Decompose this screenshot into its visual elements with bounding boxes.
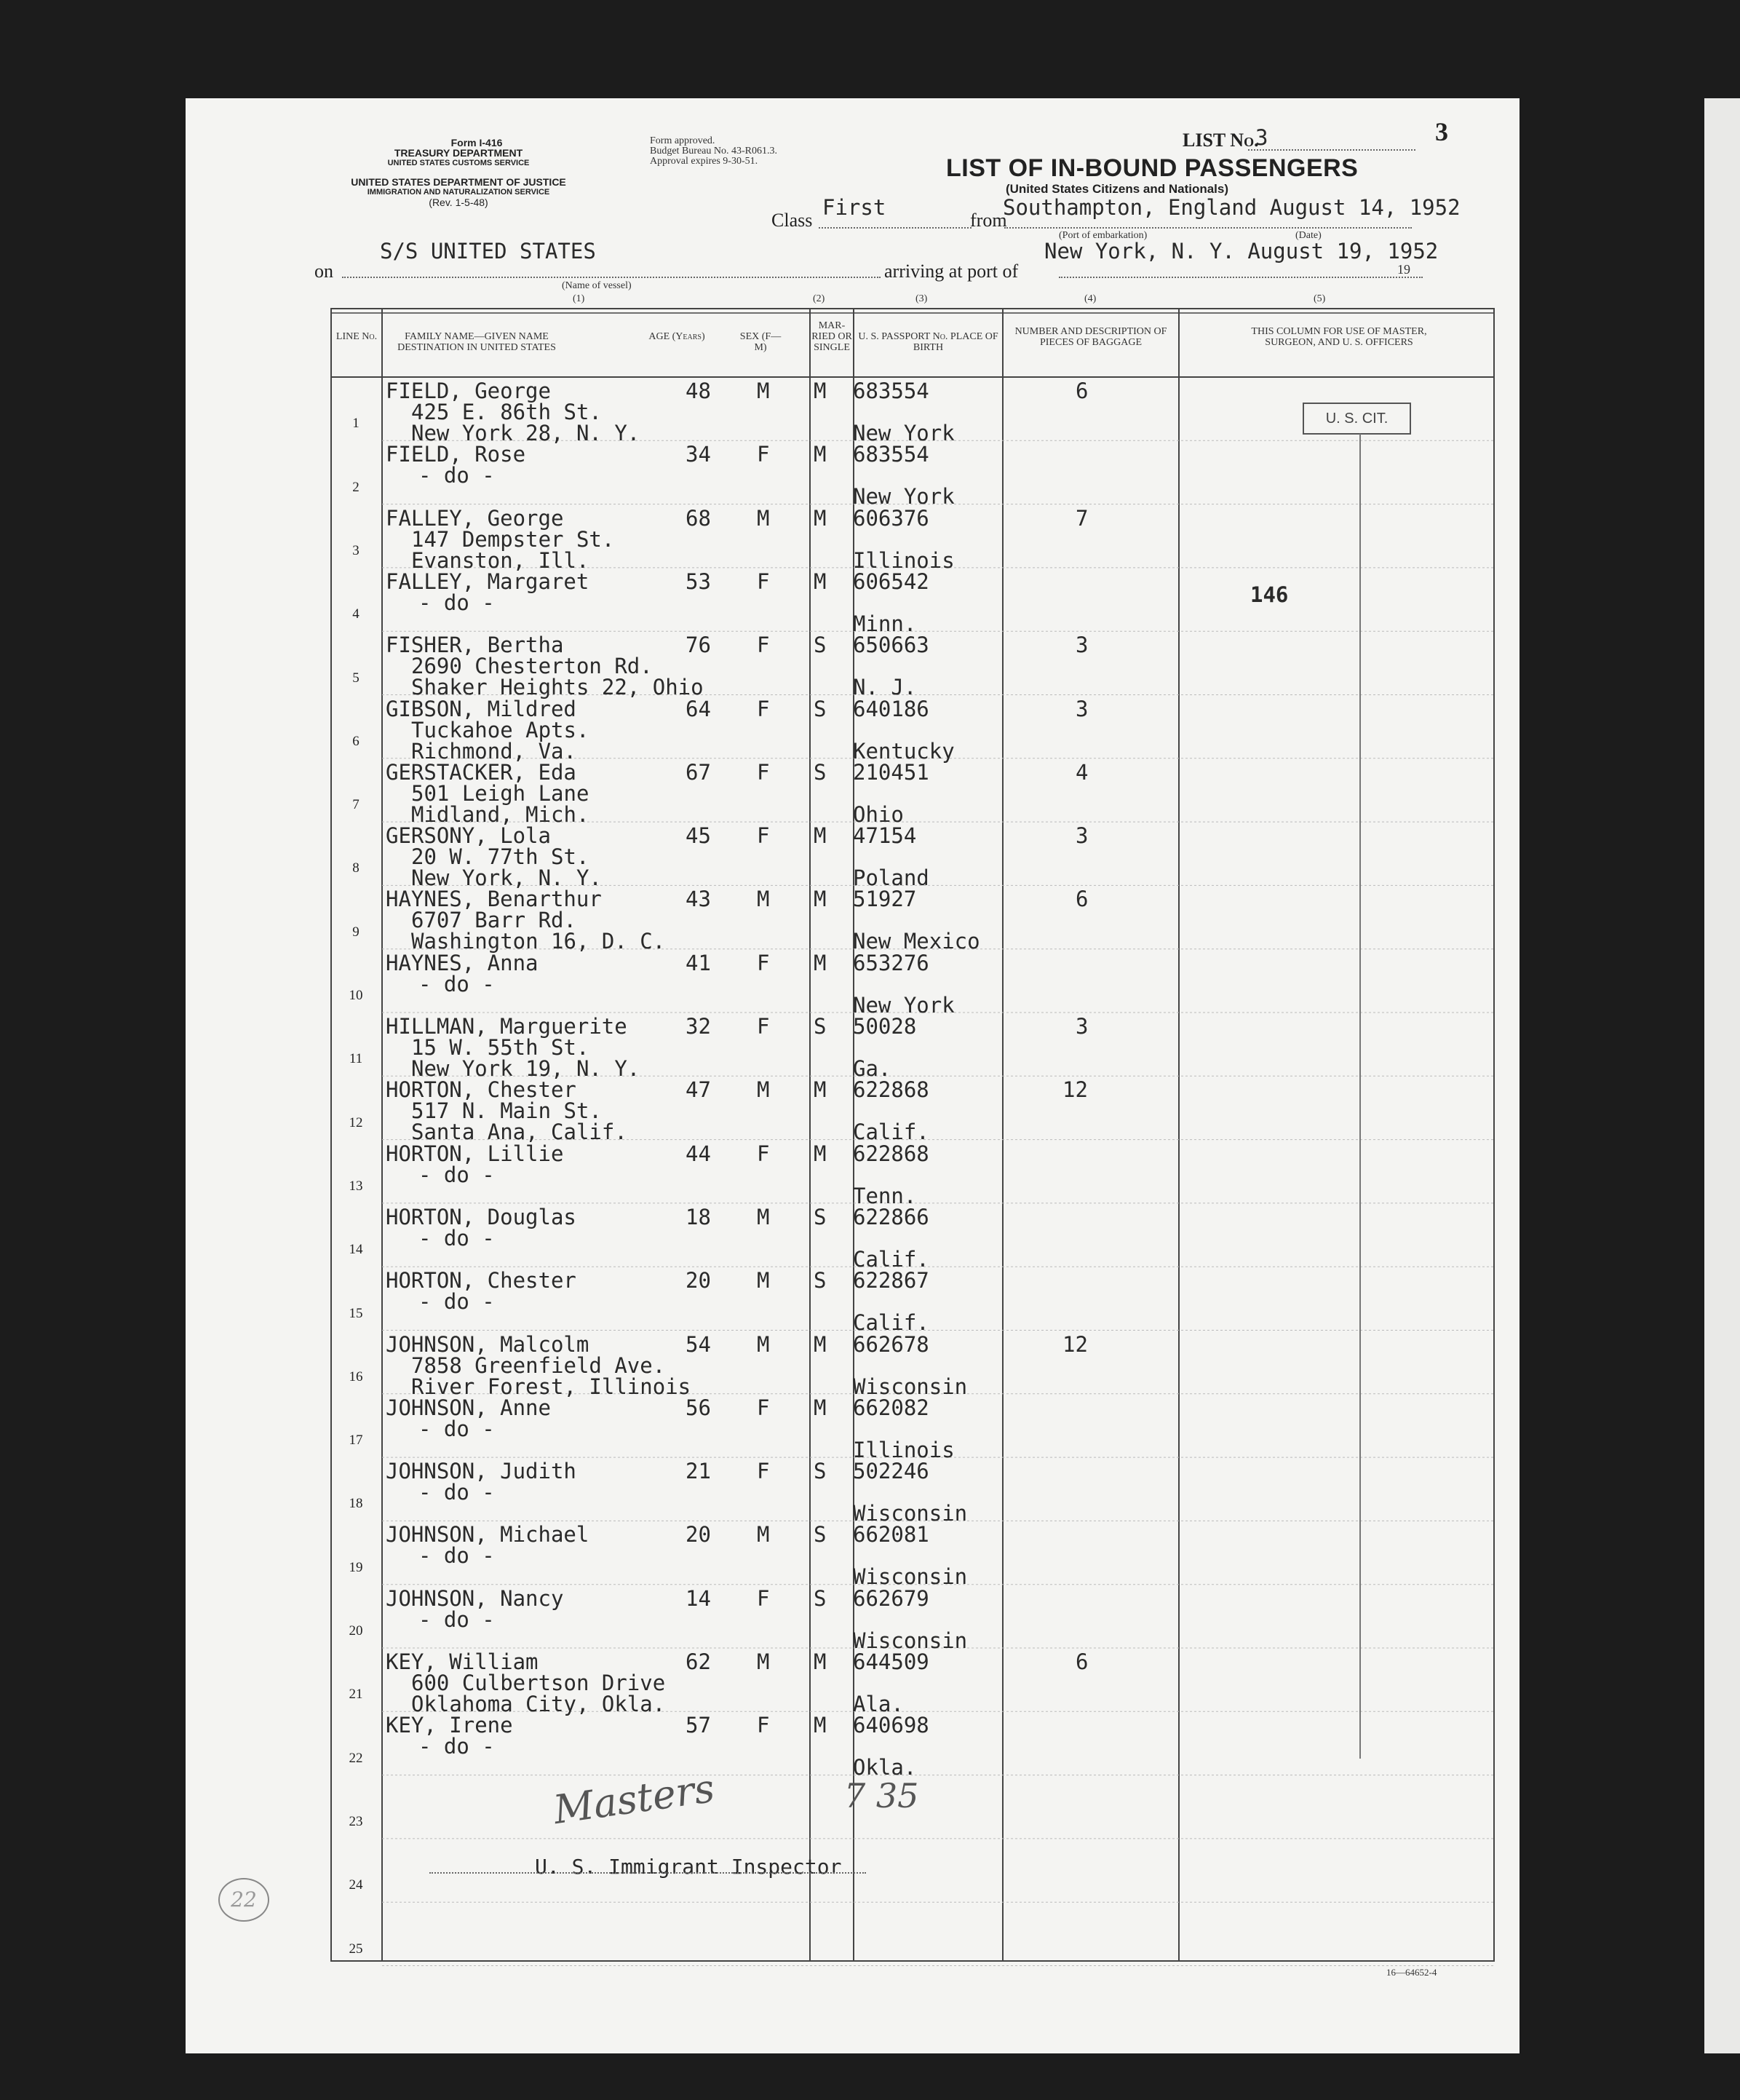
baggage-count: 4 bbox=[1076, 759, 1089, 785]
passport-number: 640186 bbox=[853, 696, 929, 721]
margin-page-number: 22 bbox=[218, 1878, 269, 1922]
marital-status: S bbox=[814, 1522, 827, 1548]
line-number: 3 bbox=[352, 542, 359, 558]
destination-line: 7858 Greenfield Ave. bbox=[411, 1352, 666, 1378]
line-number: 15 bbox=[349, 1305, 363, 1321]
header-line-no: LINE No. bbox=[335, 331, 378, 342]
destination-line: 15 W. 55th St. bbox=[411, 1035, 589, 1060]
sex-value: F bbox=[757, 442, 770, 467]
age-value: 48 bbox=[686, 379, 711, 403]
sex-value: M bbox=[757, 887, 770, 912]
passenger-name: FISHER, Bertha bbox=[386, 633, 564, 658]
age-value: 14 bbox=[686, 1585, 711, 1611]
line-number: 21 bbox=[349, 1687, 363, 1703]
line-number: 6 bbox=[352, 733, 359, 749]
marital-status: S bbox=[814, 1204, 827, 1229]
destination-line: Richmond, Va. bbox=[411, 738, 576, 764]
justice-department: UNITED STATES DEPARTMENT OF JUSTICE bbox=[351, 176, 566, 188]
destination-line: 600 Culbertson Drive bbox=[411, 1671, 666, 1695]
sex-value: M bbox=[757, 379, 770, 403]
birthplace: Kentucky bbox=[853, 738, 955, 764]
birthplace: Ga. bbox=[853, 1056, 891, 1081]
destination-line: - do - bbox=[418, 590, 495, 615]
column-number: (1) bbox=[573, 293, 585, 304]
destination-line: 501 Leigh Lane bbox=[411, 780, 589, 806]
marital-status: S bbox=[814, 1268, 827, 1293]
passport-number: 653276 bbox=[853, 950, 929, 975]
on-label: on bbox=[314, 261, 333, 282]
marital-status: S bbox=[814, 1585, 827, 1611]
age-value: 20 bbox=[686, 1522, 711, 1548]
header-married-single: MAR-RIED OR SINGLE bbox=[811, 320, 852, 353]
column-number: (4) bbox=[1084, 293, 1097, 304]
passenger-name: JOHNSON, Judith bbox=[386, 1459, 576, 1484]
form-print-code: 16—64652-4 bbox=[1386, 1967, 1437, 1978]
passport-number: 50028 bbox=[853, 1014, 917, 1039]
destination-line: - do - bbox=[418, 1606, 495, 1632]
passenger-name: HORTON, Chester bbox=[386, 1268, 576, 1293]
age-value: 18 bbox=[686, 1204, 711, 1229]
age-value: 44 bbox=[686, 1141, 711, 1166]
sex-value: M bbox=[757, 1649, 770, 1674]
class-label: Class bbox=[771, 210, 813, 231]
line-number: 25 bbox=[349, 1941, 363, 1957]
inspector-line bbox=[429, 1872, 866, 1874]
marital-status: M bbox=[814, 823, 827, 849]
birthplace: New York bbox=[853, 421, 955, 445]
age-value: 53 bbox=[686, 568, 711, 594]
passport-number: 622868 bbox=[853, 1141, 929, 1166]
birthplace: Calif. bbox=[853, 1310, 929, 1336]
destination-line: New York 28, N. Y. bbox=[411, 421, 640, 445]
line-number: 7 bbox=[352, 797, 359, 813]
line-number: 20 bbox=[349, 1623, 363, 1639]
arrival-port-and-date: New York, N. Y. August 19, 1952 bbox=[1044, 239, 1439, 264]
line-number: 23 bbox=[349, 1813, 363, 1829]
baggage-count: 12 bbox=[1062, 1077, 1088, 1103]
baggage-count: 12 bbox=[1062, 1331, 1088, 1357]
marital-status: M bbox=[814, 379, 827, 403]
destination-line: Evanston, Ill. bbox=[411, 547, 589, 573]
line-number: 22 bbox=[349, 1750, 363, 1766]
destination-line: - do - bbox=[418, 1543, 495, 1569]
passport-number: 662678 bbox=[853, 1331, 929, 1357]
vessel-name: S/S UNITED STATES bbox=[380, 239, 596, 264]
destination-line: 425 E. 86th St. bbox=[411, 400, 602, 424]
passenger-name: HORTON, Chester bbox=[386, 1077, 576, 1103]
birthplace: N. J. bbox=[853, 675, 917, 700]
baggage-count: 6 bbox=[1076, 379, 1089, 403]
destination-line: 147 Dempster St. bbox=[411, 526, 615, 552]
destination-line: 517 N. Main St. bbox=[411, 1098, 602, 1124]
baggage-count: 6 bbox=[1076, 1649, 1089, 1674]
officer-number: 146 bbox=[1250, 582, 1289, 607]
age-value: 20 bbox=[686, 1268, 711, 1293]
sex-value: F bbox=[757, 823, 770, 849]
sex-value: F bbox=[757, 759, 770, 785]
header-passport-birthplace: U. S. PASSPORT No. PLACE OF BIRTH bbox=[858, 331, 998, 353]
line-number: 8 bbox=[352, 860, 359, 876]
passenger-name: KEY, William bbox=[386, 1649, 539, 1674]
marital-status: M bbox=[814, 1077, 827, 1103]
baggage-count: 7 bbox=[1076, 505, 1089, 531]
passport-number: 47154 bbox=[853, 823, 917, 849]
destination-line: Washington 16, D. C. bbox=[411, 929, 666, 954]
age-value: 76 bbox=[686, 633, 711, 658]
passenger-name: HORTON, Douglas bbox=[386, 1204, 576, 1229]
line-number: 10 bbox=[349, 988, 363, 1003]
passport-number: 662082 bbox=[853, 1395, 929, 1420]
passport-number: 644509 bbox=[853, 1649, 929, 1674]
age-value: 57 bbox=[686, 1713, 711, 1738]
sex-value: F bbox=[757, 633, 770, 658]
year-prefix: 19 bbox=[1397, 262, 1410, 277]
passport-number: 622868 bbox=[853, 1077, 929, 1103]
treasury-department: TREASURY DEPARTMENT bbox=[394, 147, 523, 159]
passenger-name: HAYNES, Anna bbox=[386, 950, 539, 975]
passenger-name: JOHNSON, Malcolm bbox=[386, 1331, 589, 1357]
passenger-name: JOHNSON, Anne bbox=[386, 1395, 551, 1420]
arriving-label: arriving at port of bbox=[884, 261, 1019, 282]
marital-status: S bbox=[814, 633, 827, 658]
age-value: 62 bbox=[686, 1649, 711, 1674]
header-name-destination: FAMILY NAME—GIVEN NAME DESTINATION IN UNITED STATES bbox=[397, 331, 556, 353]
marital-status: M bbox=[814, 568, 827, 594]
destination-line: River Forest, Illinois bbox=[411, 1374, 691, 1399]
revision: (Rev. 1-5-48) bbox=[429, 197, 488, 208]
passenger-name: HAYNES, Benarthur bbox=[386, 887, 602, 912]
birthplace: Illinois bbox=[853, 547, 955, 573]
passenger-name: KEY, Irene bbox=[386, 1713, 513, 1738]
marital-status: M bbox=[814, 887, 827, 912]
destination-line: - do - bbox=[418, 1162, 495, 1187]
marital-status: M bbox=[814, 1331, 827, 1357]
destination-line: 20 W. 77th St. bbox=[411, 844, 589, 870]
sex-value: M bbox=[757, 505, 770, 531]
inspector-signature: Masters bbox=[550, 1764, 718, 1834]
marital-status: M bbox=[814, 1713, 827, 1738]
passport-number: 210451 bbox=[853, 759, 929, 785]
destination-line: Shaker Heights 22, Ohio bbox=[411, 675, 704, 700]
header-age: AGE (Years) bbox=[648, 331, 705, 342]
sex-value: M bbox=[757, 1204, 770, 1229]
birthplace: Minn. bbox=[853, 611, 917, 636]
column-number: (3) bbox=[915, 293, 928, 304]
birthplace: Okla. bbox=[853, 1755, 917, 1780]
passport-number: 662679 bbox=[853, 1585, 929, 1611]
marital-status: S bbox=[814, 759, 827, 785]
passport-number: 502246 bbox=[853, 1459, 929, 1484]
birthplace: Wisconsin bbox=[853, 1501, 968, 1526]
sex-value: F bbox=[757, 1395, 770, 1420]
sex-value: M bbox=[757, 1077, 770, 1103]
list-number-label: LIST No. bbox=[1183, 130, 1259, 151]
birthplace: Wisconsin bbox=[853, 1628, 968, 1653]
inspector-title: U. S. Immigrant Inspector bbox=[535, 1855, 842, 1879]
destination-line: 6707 Barr Rd. bbox=[411, 908, 576, 933]
birthplace: Calif. bbox=[853, 1120, 929, 1145]
sex-value: F bbox=[757, 1459, 770, 1484]
birthplace: Calif. bbox=[853, 1246, 929, 1272]
birthplace: Ohio bbox=[853, 801, 904, 827]
passport-number: 683554 bbox=[853, 442, 929, 467]
destination-line: - do - bbox=[418, 1734, 495, 1759]
line-number: 19 bbox=[349, 1559, 363, 1575]
ins-service: IMMIGRATION AND NATURALIZATION SERVICE bbox=[367, 188, 550, 197]
sex-value: F bbox=[757, 1014, 770, 1039]
passport-number: 606542 bbox=[853, 568, 929, 594]
destination-line: - do - bbox=[418, 1289, 495, 1315]
passenger-name: FIELD, George bbox=[386, 379, 551, 403]
birthplace: Poland bbox=[853, 865, 929, 891]
marital-status: M bbox=[814, 1649, 827, 1674]
birthplace: New York bbox=[853, 992, 955, 1018]
birthplace: Illinois bbox=[853, 1437, 955, 1462]
marital-status: M bbox=[814, 1141, 827, 1166]
sex-value: F bbox=[757, 1713, 770, 1738]
age-value: 21 bbox=[686, 1459, 711, 1484]
destination-line: Oklahoma City, Okla. bbox=[411, 1692, 666, 1716]
destination-line: - do - bbox=[418, 1480, 495, 1505]
age-value: 56 bbox=[686, 1395, 711, 1420]
birthplace: Tenn. bbox=[853, 1183, 917, 1208]
marital-status: M bbox=[814, 1395, 827, 1420]
passport-number: 662081 bbox=[853, 1522, 929, 1548]
sex-value: M bbox=[757, 1522, 770, 1548]
age-value: 67 bbox=[686, 759, 711, 785]
vessel-caption: (Name of vessel) bbox=[562, 280, 632, 291]
destination-line: 2690 Chesterton Rd. bbox=[411, 654, 653, 679]
birthplace: Wisconsin bbox=[853, 1374, 968, 1399]
birthplace: New York bbox=[853, 484, 955, 510]
budget-bureau: Budget Bureau No. 43-R061.3. bbox=[650, 146, 777, 156]
line-number: 12 bbox=[349, 1114, 363, 1130]
destination-line: Santa Ana, Calif. bbox=[411, 1120, 627, 1145]
destination-line: - do - bbox=[418, 1225, 495, 1251]
marital-status: M bbox=[814, 505, 827, 531]
time-annotation: 7 35 bbox=[844, 1776, 919, 1815]
form-title: LIST OF IN-BOUND PASSENGERS bbox=[946, 154, 1359, 182]
line-number: 24 bbox=[349, 1877, 363, 1893]
form-approved: Form approved. bbox=[650, 135, 715, 146]
sex-value: F bbox=[757, 1585, 770, 1611]
baggage-count: 3 bbox=[1076, 633, 1089, 658]
column-number: (5) bbox=[1314, 293, 1326, 304]
line-number: 5 bbox=[352, 670, 359, 686]
age-value: 64 bbox=[686, 696, 711, 721]
line-number: 9 bbox=[352, 924, 359, 940]
destination-line: Midland, Mich. bbox=[411, 801, 589, 827]
passenger-name: HORTON, Lillie bbox=[386, 1141, 564, 1166]
line-number: 17 bbox=[349, 1433, 363, 1449]
age-value: 41 bbox=[686, 950, 711, 975]
sex-value: F bbox=[757, 950, 770, 975]
sex-value: F bbox=[757, 696, 770, 721]
passenger-name: FIELD, Rose bbox=[386, 442, 526, 467]
date-caption: (Date) bbox=[1295, 230, 1322, 241]
sex-value: M bbox=[757, 1331, 770, 1357]
header-baggage: NUMBER AND DESCRIPTION OF PIECES OF BAGGAGE bbox=[1014, 326, 1167, 348]
line-number: 2 bbox=[352, 479, 359, 495]
baggage-count: 3 bbox=[1076, 696, 1089, 721]
destination-line: - do - bbox=[418, 463, 495, 488]
passport-number: 640698 bbox=[853, 1713, 929, 1738]
passport-number: 51927 bbox=[853, 887, 917, 912]
passenger-name: GIBSON, Mildred bbox=[386, 696, 576, 721]
baggage-count: 3 bbox=[1076, 1014, 1089, 1039]
approval-expires: Approval expires 9-30-51. bbox=[650, 156, 758, 167]
sex-value: M bbox=[757, 1268, 770, 1293]
header-officers-column: THIS COLUMN FOR USE OF MASTER, SURGEON, AND U. S. OFFICERS bbox=[1251, 326, 1427, 348]
line-number: 1 bbox=[352, 416, 359, 432]
line-number: 16 bbox=[349, 1368, 363, 1384]
line-number: 14 bbox=[349, 1242, 363, 1258]
age-value: 45 bbox=[686, 823, 711, 849]
line-number: 18 bbox=[349, 1496, 363, 1512]
passport-number: 606376 bbox=[853, 505, 929, 531]
passenger-name: HILLMAN, Marguerite bbox=[386, 1014, 627, 1039]
destination-line: - do - bbox=[418, 971, 495, 996]
class-value: First bbox=[822, 195, 886, 220]
port-embarkation-caption: (Port of embarkation) bbox=[1059, 230, 1148, 241]
passport-number: 650663 bbox=[853, 633, 929, 658]
birthplace: Wisconsin bbox=[853, 1564, 968, 1590]
age-value: 34 bbox=[686, 442, 711, 467]
embarkation-port-and-date: Southampton, England August 14, 1952 bbox=[1003, 195, 1461, 220]
header-sex: SEX (F—M) bbox=[739, 331, 782, 353]
age-value: 47 bbox=[686, 1077, 711, 1103]
passport-number: 622867 bbox=[853, 1268, 929, 1293]
passenger-name: JOHNSON, Michael bbox=[386, 1522, 589, 1548]
destination-line: New York 19, N. Y. bbox=[411, 1056, 640, 1081]
marital-status: S bbox=[814, 696, 827, 721]
form-number: Form I-416 bbox=[450, 137, 503, 148]
officer-check-line bbox=[1359, 434, 1361, 1759]
sex-value: F bbox=[757, 568, 770, 594]
age-value: 43 bbox=[686, 887, 711, 912]
passenger-name: GERSONY, Lola bbox=[386, 823, 551, 849]
age-value: 32 bbox=[686, 1014, 711, 1039]
line-number: 13 bbox=[349, 1178, 363, 1194]
destination-line: New York, N. Y. bbox=[411, 865, 602, 891]
passenger-name: GERSTACKER, Eda bbox=[386, 759, 576, 785]
passport-number: 683554 bbox=[853, 379, 929, 403]
from-label: from bbox=[970, 210, 1007, 231]
destination-line: - do - bbox=[418, 1416, 495, 1441]
age-value: 54 bbox=[686, 1331, 711, 1357]
birthplace: New Mexico bbox=[853, 929, 980, 954]
age-value: 68 bbox=[686, 505, 711, 531]
line-number: 4 bbox=[352, 606, 359, 622]
sex-value: F bbox=[757, 1141, 770, 1166]
passenger-name: JOHNSON, Nancy bbox=[386, 1585, 564, 1611]
destination-line: Tuckahoe Apts. bbox=[411, 717, 589, 742]
marital-status: S bbox=[814, 1014, 827, 1039]
marital-status: M bbox=[814, 950, 827, 975]
corner-page-number: 3 bbox=[1435, 117, 1448, 146]
baggage-count: 3 bbox=[1076, 823, 1089, 849]
form-subtitle: (United States Citizens and Nationals) bbox=[1005, 182, 1229, 196]
baggage-count: 6 bbox=[1076, 887, 1089, 912]
passport-number: 622866 bbox=[853, 1204, 929, 1229]
customs-service: UNITED STATES CUSTOMS SERVICE bbox=[387, 159, 530, 167]
passenger-name: FALLEY, George bbox=[386, 505, 564, 531]
line-number: 11 bbox=[349, 1051, 363, 1067]
passenger-name: FALLEY, Margaret bbox=[386, 568, 589, 594]
birthplace: Ala. bbox=[853, 1692, 904, 1716]
list-number: 3 bbox=[1255, 125, 1268, 150]
marital-status: S bbox=[814, 1459, 827, 1484]
marital-status: M bbox=[814, 442, 827, 467]
us-citizen-stamp: U. S. CIT. bbox=[1303, 403, 1411, 435]
column-number: (2) bbox=[813, 293, 825, 304]
